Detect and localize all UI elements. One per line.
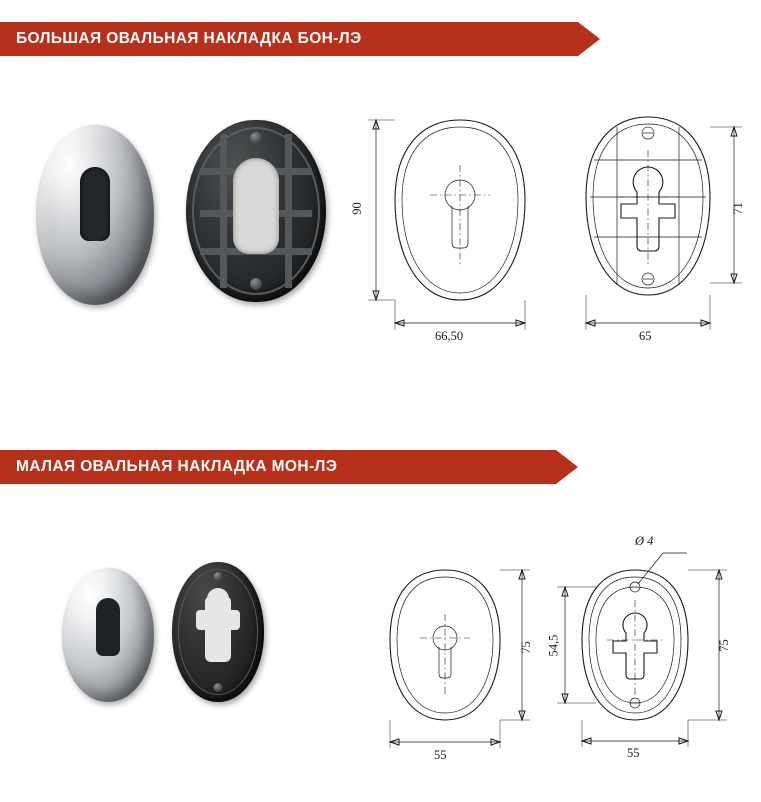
section-banner-large-oval <box>0 22 600 56</box>
drawing-small-backplate-view <box>535 525 745 765</box>
section-banner-small-oval <box>0 450 600 484</box>
banner-arrow-notch <box>578 22 600 56</box>
section-title-small-oval: МАЛАЯ ОВАЛЬНАЯ НАКЛАДКА МОН-ЛЭ <box>16 458 338 475</box>
keyhole-cutout <box>205 596 231 662</box>
screw-top-icon <box>214 572 223 581</box>
screw-top-icon <box>250 132 262 144</box>
screw-bottom-icon <box>214 683 223 692</box>
dimension-label-height-90: 90 <box>349 202 364 215</box>
dimension-label-inner-height-545: 54,5 <box>546 634 561 657</box>
dimension-label-height-75: 75 <box>716 639 731 652</box>
banner-arrow-notch <box>556 450 578 484</box>
dimension-label-height-71: 71 <box>730 202 745 215</box>
drawing-large-backplate-view <box>570 105 755 355</box>
dimension-label-width-55: 55 <box>434 748 447 762</box>
drawing-large-front-view <box>349 105 560 355</box>
dimension-label-height-75: 75 <box>518 641 533 654</box>
screw-bottom-icon <box>250 278 262 290</box>
grid-rib <box>220 134 227 288</box>
drawing-small-front-view <box>370 552 545 767</box>
dimension-label-diameter-4: Ø 4 <box>635 534 654 548</box>
keyhole-cutout <box>233 158 279 254</box>
keyhole-cutout <box>96 598 120 656</box>
photo-small-metal-escutcheon <box>62 568 154 702</box>
dimension-label-width-55: 55 <box>627 746 640 760</box>
keyhole-cutout <box>80 167 110 241</box>
grid-rib <box>285 134 292 288</box>
dimension-label-width-65: 65 <box>639 329 652 343</box>
section-title-large-oval: БОЛЬШАЯ ОВАЛЬНАЯ НАКЛАДКА БОН-ЛЭ <box>16 30 362 47</box>
photo-small-black-backplate <box>172 562 264 702</box>
photo-large-black-backplate <box>186 120 326 302</box>
photo-large-metal-escutcheon <box>36 125 154 305</box>
dimension-label-width-6650: 66,50 <box>435 329 464 343</box>
